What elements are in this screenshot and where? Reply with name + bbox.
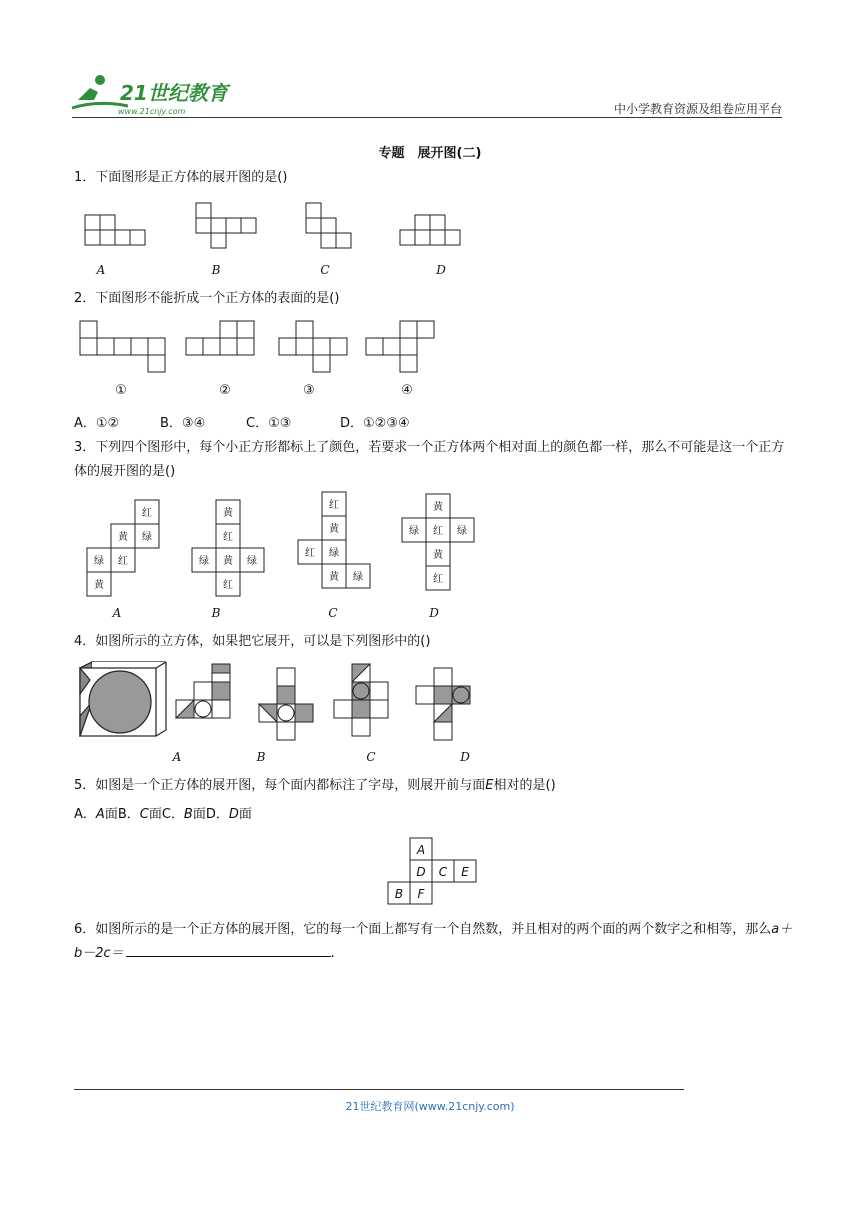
header-divider <box>72 117 782 118</box>
q5-face-f: F <box>417 887 425 901</box>
q1-figure-d <box>400 215 460 245</box>
q1-label-c: C <box>320 263 330 277</box>
q5-face-a: A <box>416 843 426 857</box>
q1-figures <box>70 195 490 257</box>
q3-b-face: 绿 <box>199 556 209 567</box>
q3-a-face: 绿 <box>142 532 152 543</box>
q3-figures <box>80 488 490 598</box>
q1-label-a: A <box>96 263 106 277</box>
logo <box>68 70 238 118</box>
q3-b-face: 绿 <box>247 556 257 567</box>
q2-figure-2 <box>186 321 254 355</box>
q2-label-1: ① <box>115 383 127 398</box>
footer-divider <box>74 1089 684 1090</box>
q3-d-face: 黄 <box>433 550 443 561</box>
q2-option-a: A．①② <box>74 416 120 431</box>
q3-a-face: 绿 <box>94 556 104 567</box>
q1-figure-c <box>306 203 351 248</box>
q3-a-face: 红 <box>142 508 152 519</box>
q3-c-face: 红 <box>329 500 339 511</box>
q2-figure-1 <box>80 321 165 372</box>
q1-label-b: B <box>211 263 221 277</box>
q3-b-face: 红 <box>223 580 233 591</box>
q4-figures <box>74 658 494 742</box>
q4-label-c: C <box>366 750 376 764</box>
q6-expression: a＋b－2c＝ <box>74 922 793 961</box>
q1-figure-a <box>85 215 145 245</box>
logo-text: 21世纪教育 <box>120 81 228 105</box>
q3-b-face: 黄 <box>223 508 233 519</box>
q4-net-a <box>176 664 230 722</box>
q5-face-d: D <box>416 865 426 879</box>
question-1: 1．下面图形是正方体的展开图的是() <box>74 170 288 185</box>
q5-figure <box>380 832 490 912</box>
q2-option-c: C．①③ <box>246 416 292 431</box>
q1-figure-b <box>196 203 256 248</box>
q5-face-c: C <box>438 865 448 879</box>
q2-figures <box>70 316 450 374</box>
q3-label-b: B <box>211 606 221 620</box>
q3-d-face: 黄 <box>433 502 443 513</box>
footer-text: 21世纪教育网(www.21cnjy.com) <box>345 1100 515 1113</box>
q4-label-a: A <box>172 750 182 764</box>
q5-options: A．A面B．C面C．B面D．D面 <box>74 807 252 822</box>
q6-answer-blank[interactable] <box>126 942 331 957</box>
q3-d-face: 红 <box>433 574 443 585</box>
q3-d-face: 红 <box>433 526 443 537</box>
q3-c-face: 绿 <box>329 548 339 559</box>
q3-c-face: 黄 <box>329 572 339 583</box>
q4-label-d: D <box>460 750 470 764</box>
q5-face-e: E <box>461 865 469 879</box>
q2-option-d: D．①②③④ <box>340 416 410 431</box>
q2-label-3: ③ <box>303 383 315 398</box>
question-3: 3．下列四个图形中，每个小正方形都标上了颜色，若要求一个正方体两个相对面上的颜色都一样，那么不可能是这一个正方体的展开图的是() <box>74 440 785 479</box>
question-4: 4．如图所示的立方体，如果把它展开，可以是下列图形中的() <box>74 634 431 649</box>
q3-c-face: 黄 <box>329 524 339 535</box>
q4-net-b <box>259 668 313 740</box>
q3-a-face: 黄 <box>118 532 128 543</box>
q3-a-face: 黄 <box>94 580 104 591</box>
page-title: 专题 展开图(二) <box>378 146 482 161</box>
q4-net-c <box>334 664 388 736</box>
question-6: 6．如图所示的是一个正方体的展开图，它的每一个面上都写有一个自然数，并且相对的两个面的两个数字之和相等，那么a＋b－2c＝ . <box>74 922 793 961</box>
logo-url: www.21cnjy.com <box>118 107 186 116</box>
q3-label-d: D <box>429 606 439 620</box>
q3-a-face: 红 <box>118 556 128 567</box>
q3-c-face: 绿 <box>353 572 363 583</box>
q4-net-d <box>416 668 470 740</box>
q4-label-b: B <box>256 750 266 764</box>
q2-figure-4 <box>366 321 434 372</box>
q2-label-2: ② <box>219 383 231 398</box>
q3-d-face: 绿 <box>409 526 419 537</box>
q2-option-b: B．③④ <box>160 416 206 431</box>
q2-label-4: ④ <box>401 383 413 398</box>
q3-b-face: 红 <box>223 532 233 543</box>
question-2: 2．下面图形不能折成一个正方体的表面的是() <box>74 291 340 306</box>
header-platform-text: 中小学教育资源及组卷应用平台 <box>613 102 782 116</box>
q5-face-b: B <box>394 887 404 901</box>
q4-cube <box>80 662 166 736</box>
q1-label-d: D <box>436 263 446 277</box>
q3-c-face: 红 <box>305 548 315 559</box>
q3-d-face: 绿 <box>457 526 467 537</box>
q2-figure-3 <box>279 321 347 372</box>
q3-label-a: A <box>112 606 122 620</box>
q3-b-face: 黄 <box>223 556 233 567</box>
question-5: 5．如图是一个正方体的展开图，每个面内都标注了字母，则展开前与面E相对的是() <box>74 778 556 793</box>
q3-label-c: C <box>328 606 338 620</box>
